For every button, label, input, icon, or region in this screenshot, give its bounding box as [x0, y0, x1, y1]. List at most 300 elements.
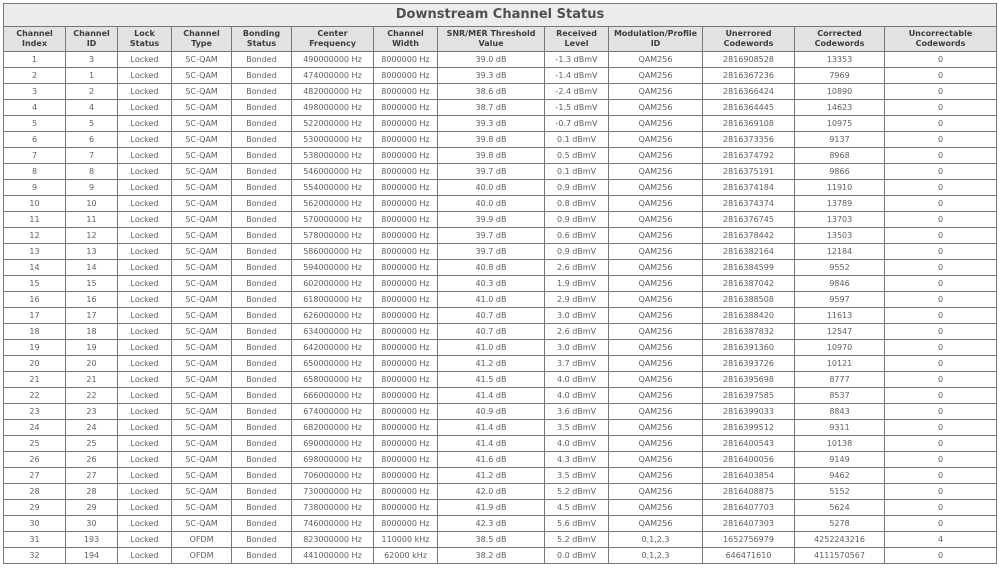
cell-received-level: 0.9 dBmV	[545, 180, 609, 196]
header-label-line: Level	[564, 39, 589, 48]
cell-center-frequency: 498000000 Hz	[292, 100, 374, 116]
cell-modulation-profile-id: QAM256	[609, 516, 703, 532]
cell-channel-width: 8000000 Hz	[374, 468, 438, 484]
cell-corrected-codewords: 10138	[795, 436, 885, 452]
cell-modulation-profile-id: QAM256	[609, 68, 703, 84]
cell-snr-mer-threshold: 38.2 dB	[438, 548, 545, 564]
cell-uncorrectable-codewords: 0	[885, 308, 997, 324]
cell-channel-index: 32	[4, 548, 66, 564]
cell-channel-index: 13	[4, 244, 66, 260]
cell-channel-type: SC-QAM	[172, 180, 232, 196]
cell-bonding-status: Bonded	[232, 100, 292, 116]
cell-center-frequency: 474000000 Hz	[292, 68, 374, 84]
cell-unerrored-codewords: 2816366424	[703, 84, 795, 100]
cell-lock-status: Locked	[118, 516, 172, 532]
cell-bonding-status: Bonded	[232, 404, 292, 420]
cell-center-frequency: 706000000 Hz	[292, 468, 374, 484]
cell-unerrored-codewords: 2816384599	[703, 260, 795, 276]
cell-bonding-status: Bonded	[232, 180, 292, 196]
cell-channel-width: 8000000 Hz	[374, 132, 438, 148]
header-lock-status	[118, 27, 172, 52]
cell-corrected-codewords: 10975	[795, 116, 885, 132]
cell-corrected-codewords: 12547	[795, 324, 885, 340]
table-row	[4, 276, 997, 292]
cell-lock-status: Locked	[118, 308, 172, 324]
cell-snr-mer-threshold: 41.4 dB	[438, 436, 545, 452]
cell-channel-width: 8000000 Hz	[374, 388, 438, 404]
cell-center-frequency: 490000000 Hz	[292, 52, 374, 68]
cell-channel-width: 8000000 Hz	[374, 260, 438, 276]
cell-uncorrectable-codewords: 0	[885, 388, 997, 404]
cell-bonding-status: Bonded	[232, 436, 292, 452]
cell-channel-id: 25	[66, 436, 118, 452]
table-row	[4, 500, 997, 516]
cell-corrected-codewords: 11613	[795, 308, 885, 324]
cell-unerrored-codewords: 2816399512	[703, 420, 795, 436]
cell-channel-width: 8000000 Hz	[374, 324, 438, 340]
header-label-line: Codewords	[814, 39, 865, 48]
cell-channel-index: 26	[4, 452, 66, 468]
cell-channel-index: 15	[4, 276, 66, 292]
cell-channel-width: 8000000 Hz	[374, 484, 438, 500]
cell-bonding-status: Bonded	[232, 548, 292, 564]
cell-channel-index: 4	[4, 100, 66, 116]
cell-bonding-status: Bonded	[232, 132, 292, 148]
cell-channel-type: SC-QAM	[172, 164, 232, 180]
cell-received-level: 4.0 dBmV	[545, 388, 609, 404]
cell-snr-mer-threshold: 41.2 dB	[438, 468, 545, 484]
cell-channel-width: 8000000 Hz	[374, 404, 438, 420]
cell-bonding-status: Bonded	[232, 276, 292, 292]
cell-corrected-codewords: 4252243216	[795, 532, 885, 548]
cell-channel-width: 8000000 Hz	[374, 180, 438, 196]
cell-channel-id: 8	[66, 164, 118, 180]
cell-corrected-codewords: 8968	[795, 148, 885, 164]
cell-snr-mer-threshold: 40.7 dB	[438, 308, 545, 324]
cell-snr-mer-threshold: 38.5 dB	[438, 532, 545, 548]
cell-received-level: 0.0 dBmV	[545, 548, 609, 564]
cell-uncorrectable-codewords: 0	[885, 420, 997, 436]
cell-center-frequency: 594000000 Hz	[292, 260, 374, 276]
cell-center-frequency: 602000000 Hz	[292, 276, 374, 292]
cell-unerrored-codewords: 2816387832	[703, 324, 795, 340]
cell-channel-index: 7	[4, 148, 66, 164]
cell-channel-width: 110000 kHz	[374, 532, 438, 548]
cell-channel-width: 8000000 Hz	[374, 228, 438, 244]
cell-channel-type: OFDM	[172, 532, 232, 548]
header-label-line: Modulation/Profile	[613, 29, 698, 38]
cell-channel-index: 21	[4, 372, 66, 388]
cell-lock-status: Locked	[118, 356, 172, 372]
cell-center-frequency: 441000000 Hz	[292, 548, 374, 564]
header-label-line: Channel	[16, 29, 53, 38]
cell-channel-id: 27	[66, 468, 118, 484]
cell-unerrored-codewords: 2816382164	[703, 244, 795, 260]
cell-channel-type: SC-QAM	[172, 388, 232, 404]
header-label-line: Codewords	[915, 39, 966, 48]
table-row	[4, 420, 997, 436]
cell-unerrored-codewords: 2816403854	[703, 468, 795, 484]
cell-center-frequency: 562000000 Hz	[292, 196, 374, 212]
cell-snr-mer-threshold: 39.0 dB	[438, 52, 545, 68]
cell-channel-type: SC-QAM	[172, 516, 232, 532]
cell-channel-width: 8000000 Hz	[374, 292, 438, 308]
cell-modulation-profile-id: QAM256	[609, 484, 703, 500]
cell-channel-type: SC-QAM	[172, 244, 232, 260]
cell-channel-id: 194	[66, 548, 118, 564]
cell-channel-type: SC-QAM	[172, 212, 232, 228]
cell-received-level: 2.6 dBmV	[545, 260, 609, 276]
cell-uncorrectable-codewords: 0	[885, 340, 997, 356]
cell-corrected-codewords: 13503	[795, 228, 885, 244]
cell-center-frequency: 570000000 Hz	[292, 212, 374, 228]
cell-snr-mer-threshold: 40.7 dB	[438, 324, 545, 340]
cell-unerrored-codewords: 2816378442	[703, 228, 795, 244]
cell-unerrored-codewords: 2816395698	[703, 372, 795, 388]
cell-unerrored-codewords: 2816374184	[703, 180, 795, 196]
cell-lock-status: Locked	[118, 292, 172, 308]
cell-lock-status: Locked	[118, 532, 172, 548]
cell-bonding-status: Bonded	[232, 340, 292, 356]
cell-unerrored-codewords: 2816373356	[703, 132, 795, 148]
cell-snr-mer-threshold: 39.8 dB	[438, 132, 545, 148]
cell-channel-index: 25	[4, 436, 66, 452]
cell-corrected-codewords: 10970	[795, 340, 885, 356]
cell-lock-status: Locked	[118, 548, 172, 564]
cell-snr-mer-threshold: 39.3 dB	[438, 116, 545, 132]
cell-modulation-profile-id: QAM256	[609, 308, 703, 324]
cell-lock-status: Locked	[118, 324, 172, 340]
cell-center-frequency: 634000000 Hz	[292, 324, 374, 340]
cell-lock-status: Locked	[118, 260, 172, 276]
header-label-line: Channel	[73, 29, 110, 38]
cell-modulation-profile-id: 0,1,2,3	[609, 548, 703, 564]
cell-channel-id: 6	[66, 132, 118, 148]
table-row	[4, 452, 997, 468]
cell-received-level: 3.0 dBmV	[545, 340, 609, 356]
cell-modulation-profile-id: QAM256	[609, 372, 703, 388]
cell-lock-status: Locked	[118, 180, 172, 196]
cell-corrected-codewords: 10121	[795, 356, 885, 372]
cell-modulation-profile-id: QAM256	[609, 404, 703, 420]
cell-modulation-profile-id: QAM256	[609, 324, 703, 340]
cell-channel-id: 13	[66, 244, 118, 260]
cell-center-frequency: 546000000 Hz	[292, 164, 374, 180]
cell-uncorrectable-codewords: 0	[885, 196, 997, 212]
cell-modulation-profile-id: QAM256	[609, 132, 703, 148]
cell-bonding-status: Bonded	[232, 68, 292, 84]
cell-channel-index: 28	[4, 484, 66, 500]
cell-channel-id: 30	[66, 516, 118, 532]
cell-bonding-status: Bonded	[232, 484, 292, 500]
cell-center-frequency: 554000000 Hz	[292, 180, 374, 196]
cell-received-level: 4.5 dBmV	[545, 500, 609, 516]
cell-center-frequency: 682000000 Hz	[292, 420, 374, 436]
cell-uncorrectable-codewords: 0	[885, 244, 997, 260]
cell-channel-id: 22	[66, 388, 118, 404]
table-row	[4, 484, 997, 500]
cell-uncorrectable-codewords: 0	[885, 164, 997, 180]
cell-channel-type: OFDM	[172, 548, 232, 564]
cell-received-level: 3.5 dBmV	[545, 468, 609, 484]
cell-channel-index: 1	[4, 52, 66, 68]
cell-lock-status: Locked	[118, 420, 172, 436]
cell-modulation-profile-id: QAM256	[609, 452, 703, 468]
cell-channel-index: 6	[4, 132, 66, 148]
cell-corrected-codewords: 9462	[795, 468, 885, 484]
cell-channel-type: SC-QAM	[172, 276, 232, 292]
cell-unerrored-codewords: 646471610	[703, 548, 795, 564]
cell-channel-type: SC-QAM	[172, 356, 232, 372]
cell-modulation-profile-id: QAM256	[609, 468, 703, 484]
cell-modulation-profile-id: QAM256	[609, 100, 703, 116]
cell-unerrored-codewords: 2816376745	[703, 212, 795, 228]
cell-channel-type: SC-QAM	[172, 292, 232, 308]
cell-received-level: 0.6 dBmV	[545, 228, 609, 244]
cell-channel-id: 9	[66, 180, 118, 196]
cell-channel-type: SC-QAM	[172, 308, 232, 324]
cell-bonding-status: Bonded	[232, 292, 292, 308]
cell-lock-status: Locked	[118, 132, 172, 148]
cell-snr-mer-threshold: 41.6 dB	[438, 452, 545, 468]
table-row	[4, 180, 997, 196]
table-row	[4, 468, 997, 484]
table-row	[4, 404, 997, 420]
table-row	[4, 68, 997, 84]
cell-snr-mer-threshold: 39.7 dB	[438, 228, 545, 244]
cell-bonding-status: Bonded	[232, 164, 292, 180]
header-label-line: Type	[191, 39, 212, 48]
cell-center-frequency: 674000000 Hz	[292, 404, 374, 420]
cell-channel-index: 29	[4, 500, 66, 516]
cell-corrected-codewords: 8843	[795, 404, 885, 420]
cell-uncorrectable-codewords: 0	[885, 228, 997, 244]
cell-bonding-status: Bonded	[232, 52, 292, 68]
header-snr-mer-threshold	[438, 27, 545, 52]
cell-channel-type: SC-QAM	[172, 468, 232, 484]
cell-uncorrectable-codewords: 0	[885, 324, 997, 340]
cell-center-frequency: 738000000 Hz	[292, 500, 374, 516]
header-label-line: Received	[556, 29, 597, 38]
cell-unerrored-codewords: 2816367236	[703, 68, 795, 84]
cell-channel-type: SC-QAM	[172, 196, 232, 212]
cell-received-level: -1.5 dBmV	[545, 100, 609, 116]
header-modulation-profile-id	[609, 27, 703, 52]
cell-channel-type: SC-QAM	[172, 324, 232, 340]
cell-channel-id: 7	[66, 148, 118, 164]
cell-channel-width: 8000000 Hz	[374, 500, 438, 516]
cell-bonding-status: Bonded	[232, 84, 292, 100]
cell-unerrored-codewords: 2816388508	[703, 292, 795, 308]
cell-channel-index: 10	[4, 196, 66, 212]
cell-received-level: 2.9 dBmV	[545, 292, 609, 308]
header-center-frequency	[292, 27, 374, 52]
cell-received-level: 4.0 dBmV	[545, 436, 609, 452]
cell-bonding-status: Bonded	[232, 452, 292, 468]
cell-snr-mer-threshold: 41.2 dB	[438, 356, 545, 372]
cell-snr-mer-threshold: 38.7 dB	[438, 100, 545, 116]
cell-channel-index: 20	[4, 356, 66, 372]
table-row	[4, 516, 997, 532]
header-label-line: Unerrored	[725, 29, 772, 38]
cell-channel-id: 29	[66, 500, 118, 516]
cell-lock-status: Locked	[118, 340, 172, 356]
cell-channel-index: 5	[4, 116, 66, 132]
cell-unerrored-codewords: 2816393726	[703, 356, 795, 372]
cell-center-frequency: 482000000 Hz	[292, 84, 374, 100]
cell-center-frequency: 666000000 Hz	[292, 388, 374, 404]
table-title: Downstream Channel Status	[3, 3, 997, 26]
cell-corrected-codewords: 5152	[795, 484, 885, 500]
cell-channel-width: 8000000 Hz	[374, 340, 438, 356]
table-row	[4, 228, 997, 244]
cell-lock-status: Locked	[118, 164, 172, 180]
cell-bonding-status: Bonded	[232, 260, 292, 276]
cell-modulation-profile-id: QAM256	[609, 436, 703, 452]
cell-uncorrectable-codewords: 0	[885, 436, 997, 452]
cell-channel-index: 19	[4, 340, 66, 356]
cell-received-level: 0.9 dBmV	[545, 244, 609, 260]
cell-received-level: 4.0 dBmV	[545, 372, 609, 388]
cell-bonding-status: Bonded	[232, 516, 292, 532]
cell-uncorrectable-codewords: 0	[885, 292, 997, 308]
cell-bonding-status: Bonded	[232, 324, 292, 340]
cell-bonding-status: Bonded	[232, 196, 292, 212]
cell-channel-id: 21	[66, 372, 118, 388]
cell-corrected-codewords: 9311	[795, 420, 885, 436]
cell-received-level: 3.5 dBmV	[545, 420, 609, 436]
cell-channel-id: 2	[66, 84, 118, 100]
cell-channel-type: SC-QAM	[172, 372, 232, 388]
cell-channel-width: 8000000 Hz	[374, 372, 438, 388]
cell-channel-width: 8000000 Hz	[374, 308, 438, 324]
cell-modulation-profile-id: QAM256	[609, 148, 703, 164]
cell-received-level: 5.6 dBmV	[545, 516, 609, 532]
header-label-line: Status	[246, 39, 277, 48]
cell-channel-id: 3	[66, 52, 118, 68]
cell-received-level: 3.7 dBmV	[545, 356, 609, 372]
table-row	[4, 164, 997, 180]
cell-lock-status: Locked	[118, 52, 172, 68]
header-label-line: Width	[392, 39, 419, 48]
cell-uncorrectable-codewords: 0	[885, 100, 997, 116]
cell-unerrored-codewords: 2816374792	[703, 148, 795, 164]
table-row	[4, 84, 997, 100]
cell-center-frequency: 823000000 Hz	[292, 532, 374, 548]
cell-modulation-profile-id: QAM256	[609, 260, 703, 276]
cell-bonding-status: Bonded	[232, 372, 292, 388]
header-received-level	[545, 27, 609, 52]
cell-channel-id: 4	[66, 100, 118, 116]
header-label-line: Channel	[183, 29, 220, 38]
cell-unerrored-codewords: 2816375191	[703, 164, 795, 180]
cell-channel-index: 23	[4, 404, 66, 420]
cell-channel-index: 12	[4, 228, 66, 244]
cell-channel-index: 18	[4, 324, 66, 340]
cell-channel-id: 1	[66, 68, 118, 84]
cell-received-level: 4.3 dBmV	[545, 452, 609, 468]
cell-modulation-profile-id: QAM256	[609, 500, 703, 516]
cell-channel-width: 8000000 Hz	[374, 84, 438, 100]
header-bonding-status	[232, 27, 292, 52]
cell-modulation-profile-id: QAM256	[609, 228, 703, 244]
header-label-line: Index	[22, 39, 47, 48]
table-row	[4, 356, 997, 372]
cell-lock-status: Locked	[118, 68, 172, 84]
table-row	[4, 436, 997, 452]
table-row	[4, 100, 997, 116]
cell-lock-status: Locked	[118, 388, 172, 404]
cell-channel-type: SC-QAM	[172, 340, 232, 356]
cell-corrected-codewords: 5624	[795, 500, 885, 516]
cell-channel-type: SC-QAM	[172, 452, 232, 468]
cell-lock-status: Locked	[118, 116, 172, 132]
header-label-line: Center	[317, 29, 348, 38]
cell-snr-mer-threshold: 40.0 dB	[438, 196, 545, 212]
cell-corrected-codewords: 13789	[795, 196, 885, 212]
cell-corrected-codewords: 13353	[795, 52, 885, 68]
cell-snr-mer-threshold: 40.9 dB	[438, 404, 545, 420]
cell-center-frequency: 642000000 Hz	[292, 340, 374, 356]
cell-received-level: 1.9 dBmV	[545, 276, 609, 292]
table-row	[4, 212, 997, 228]
cell-lock-status: Locked	[118, 404, 172, 420]
cell-center-frequency: 626000000 Hz	[292, 308, 374, 324]
cell-snr-mer-threshold: 40.8 dB	[438, 260, 545, 276]
cell-modulation-profile-id: QAM256	[609, 84, 703, 100]
cell-unerrored-codewords: 2816387042	[703, 276, 795, 292]
cell-channel-id: 19	[66, 340, 118, 356]
cell-center-frequency: 746000000 Hz	[292, 516, 374, 532]
cell-channel-id: 14	[66, 260, 118, 276]
cell-bonding-status: Bonded	[232, 388, 292, 404]
cell-channel-type: SC-QAM	[172, 84, 232, 100]
table-row	[4, 196, 997, 212]
cell-center-frequency: 690000000 Hz	[292, 436, 374, 452]
cell-modulation-profile-id: QAM256	[609, 340, 703, 356]
cell-corrected-codewords: 9597	[795, 292, 885, 308]
cell-bonding-status: Bonded	[232, 212, 292, 228]
cell-snr-mer-threshold: 39.8 dB	[438, 148, 545, 164]
cell-received-level: 3.0 dBmV	[545, 308, 609, 324]
cell-channel-type: SC-QAM	[172, 260, 232, 276]
cell-unerrored-codewords: 2816400543	[703, 436, 795, 452]
table-row	[4, 292, 997, 308]
cell-snr-mer-threshold: 39.9 dB	[438, 212, 545, 228]
cell-channel-id: 11	[66, 212, 118, 228]
cell-channel-index: 11	[4, 212, 66, 228]
header-unerrored-codewords	[703, 27, 795, 52]
cell-channel-id: 18	[66, 324, 118, 340]
cell-unerrored-codewords: 2816399033	[703, 404, 795, 420]
cell-channel-index: 8	[4, 164, 66, 180]
table-row	[4, 260, 997, 276]
cell-uncorrectable-codewords: 0	[885, 212, 997, 228]
cell-modulation-profile-id: QAM256	[609, 52, 703, 68]
cell-channel-width: 8000000 Hz	[374, 420, 438, 436]
cell-channel-id: 193	[66, 532, 118, 548]
cell-modulation-profile-id: QAM256	[609, 244, 703, 260]
cell-center-frequency: 530000000 Hz	[292, 132, 374, 148]
cell-uncorrectable-codewords: 0	[885, 452, 997, 468]
header-label-line: Lock	[134, 29, 155, 38]
cell-uncorrectable-codewords: 0	[885, 68, 997, 84]
cell-uncorrectable-codewords: 0	[885, 180, 997, 196]
cell-modulation-profile-id: QAM256	[609, 292, 703, 308]
cell-modulation-profile-id: QAM256	[609, 388, 703, 404]
cell-lock-status: Locked	[118, 244, 172, 260]
cell-channel-index: 9	[4, 180, 66, 196]
